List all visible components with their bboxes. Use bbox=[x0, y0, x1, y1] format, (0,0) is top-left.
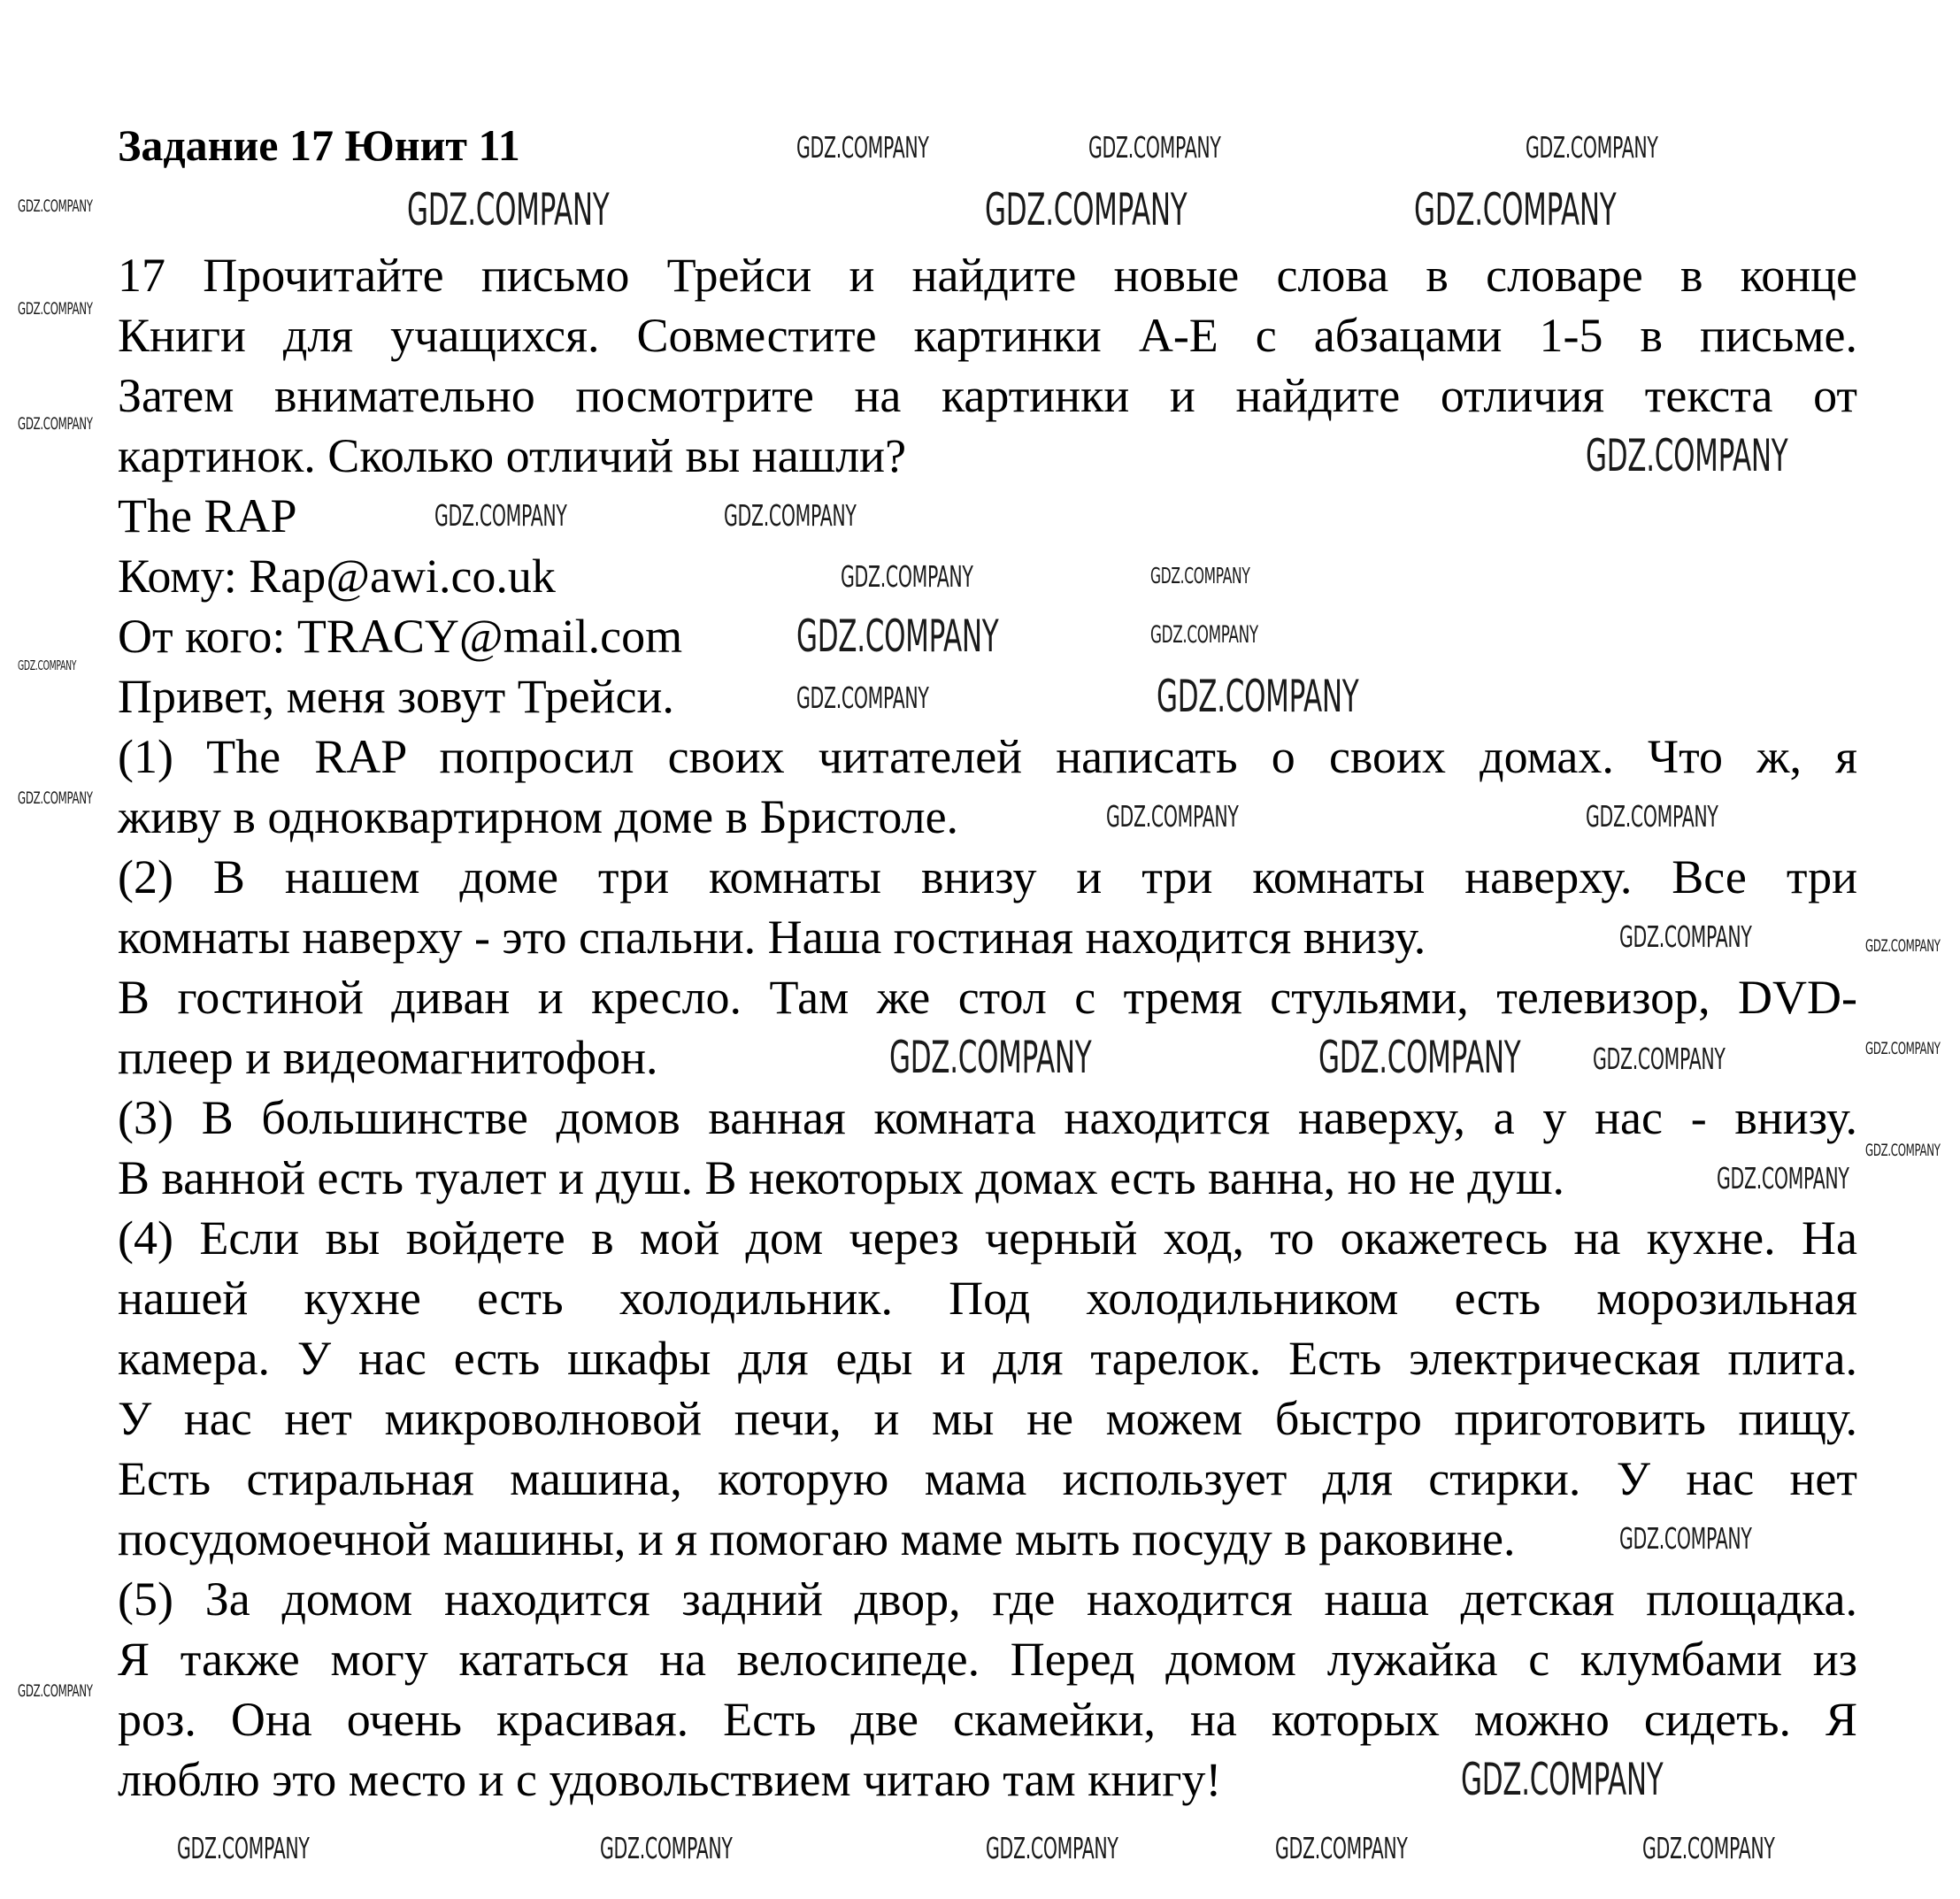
text-line: люблю это место и с удовольствием читаю там книгу! bbox=[118, 1753, 1222, 1806]
watermark: GDZ.COMPANY bbox=[18, 657, 77, 673]
text-line: The RAP bbox=[118, 489, 297, 542]
watermark: GDZ.COMPANY bbox=[1865, 1141, 1941, 1160]
watermark: GDZ.COMPANY bbox=[1150, 621, 1258, 649]
watermark: GDZ.COMPANY bbox=[1157, 671, 1359, 722]
text-line: Есть стиральная машина, которую мама использует для стирки. У нас нет bbox=[118, 1452, 1857, 1505]
watermark: GDZ.COMPANY bbox=[1586, 799, 1718, 834]
watermark: GDZ.COMPANY bbox=[1642, 1831, 1775, 1865]
text-line: плеер и видеомагнитофон. bbox=[118, 1031, 658, 1084]
watermark: GDZ.COMPANY bbox=[18, 1681, 93, 1701]
text-line: картинок. Сколько отличий вы нашли? bbox=[118, 429, 907, 482]
watermark: GDZ.COMPANY bbox=[796, 130, 929, 165]
text-line: нашей кухне есть холодильник. Под холодильником есть морозильная bbox=[118, 1272, 1857, 1325]
watermark: GDZ.COMPANY bbox=[18, 196, 93, 216]
watermark: GDZ.COMPANY bbox=[1150, 563, 1250, 588]
text-line: живу в одноквартирном доме в Бристоле. bbox=[118, 790, 959, 843]
watermark: GDZ.COMPANY bbox=[407, 184, 610, 235]
watermark: GDZ.COMPANY bbox=[1619, 1521, 1752, 1556]
watermark: GDZ.COMPANY bbox=[1593, 1042, 1726, 1076]
watermark: GDZ.COMPANY bbox=[1865, 936, 1941, 956]
watermark: GDZ.COMPANY bbox=[600, 1831, 733, 1865]
text-line: (4) Если вы войдете в мой дом через черный ход, то окажетесь на кухне. На bbox=[118, 1211, 1857, 1265]
watermark: GDZ.COMPANY bbox=[18, 299, 93, 319]
text-line: Привет, меня зовут Трейси. bbox=[118, 670, 674, 723]
text-line: (2) В нашем доме три комнаты внизу и три комнаты наверху. Все три bbox=[118, 850, 1857, 903]
text-line: Я также могу кататься на велосипеде. Перед домом лужайка с клумбами из bbox=[118, 1633, 1857, 1686]
text-line: В гостиной диван и кресло. Там же стол с тремя стульями, телевизор, DVD- bbox=[118, 971, 1857, 1024]
text-line: (5) За домом находится задний двор, где находится наша детская площадка. bbox=[118, 1572, 1857, 1626]
text-line: От кого: TRACY@mail.com bbox=[118, 610, 683, 663]
text-line: Кому: Rap@awi.co.uk bbox=[118, 550, 556, 603]
page-title: Задание 17 Юнит 11 bbox=[118, 120, 520, 170]
watermark: GDZ.COMPANY bbox=[1526, 130, 1658, 165]
text-line: Затем внимательно посмотрите на картинки и найдите отличия текста от bbox=[118, 369, 1857, 422]
watermark: GDZ.COMPANY bbox=[796, 680, 929, 715]
watermark: GDZ.COMPANY bbox=[985, 184, 1188, 235]
watermark: GDZ.COMPANY bbox=[1865, 1039, 1941, 1058]
text-line: В ванной есть туалет и душ. В некоторых домах есть ванна, но не душ. bbox=[118, 1151, 1564, 1204]
watermark: GDZ.COMPANY bbox=[1586, 430, 1788, 481]
watermark: GDZ.COMPANY bbox=[1414, 184, 1617, 235]
watermark: GDZ.COMPANY bbox=[18, 788, 93, 808]
watermark: GDZ.COMPANY bbox=[1275, 1831, 1408, 1865]
text-line: (3) В большинстве домов ванная комната находится наверху, а у нас - внизу. bbox=[118, 1091, 1857, 1144]
text-line: Книги для учащихся. Совместите картинки А-Е с абзацами 1-5 в письме. bbox=[118, 309, 1857, 362]
watermark: GDZ.COMPANY bbox=[724, 498, 857, 533]
watermark: GDZ.COMPANY bbox=[1106, 799, 1239, 834]
watermark: GDZ.COMPANY bbox=[1318, 1032, 1521, 1083]
text-line: посудомоечной машины, и я помогаю маме мыть посуду в раковине. bbox=[118, 1512, 1516, 1565]
watermark: GDZ.COMPANY bbox=[796, 611, 999, 662]
watermark: GDZ.COMPANY bbox=[1461, 1754, 1664, 1805]
text-line: (1) The RAP попросил своих читателей написать о своих домах. Что ж, я bbox=[118, 730, 1857, 783]
text-line: У нас нет микроволновой печи, и мы не можем быстро приготовить пищу. bbox=[118, 1392, 1857, 1445]
watermark: GDZ.COMPANY bbox=[434, 498, 567, 533]
text-line: роз. Она очень красивая. Есть две скамейки, на которых можно сидеть. Я bbox=[118, 1693, 1857, 1746]
watermark: GDZ.COMPANY bbox=[1088, 130, 1221, 165]
watermark: GDZ.COMPANY bbox=[841, 559, 973, 594]
watermark: GDZ.COMPANY bbox=[1619, 919, 1752, 954]
watermark: GDZ.COMPANY bbox=[177, 1831, 310, 1865]
text-line: камера. У нас есть шкафы для еды и для тарелок. Есть электрическая плита. bbox=[118, 1332, 1857, 1385]
watermark: GDZ.COMPANY bbox=[889, 1032, 1092, 1083]
text-line: 17 Прочитайте письмо Трейси и найдите новые слова в словаре в конце bbox=[118, 249, 1857, 302]
watermark: GDZ.COMPANY bbox=[1717, 1161, 1849, 1196]
text-line: комнаты наверху - это спальни. Наша гостиная находится внизу. bbox=[118, 911, 1426, 964]
watermark: GDZ.COMPANY bbox=[986, 1831, 1118, 1865]
watermark: GDZ.COMPANY bbox=[18, 414, 93, 434]
